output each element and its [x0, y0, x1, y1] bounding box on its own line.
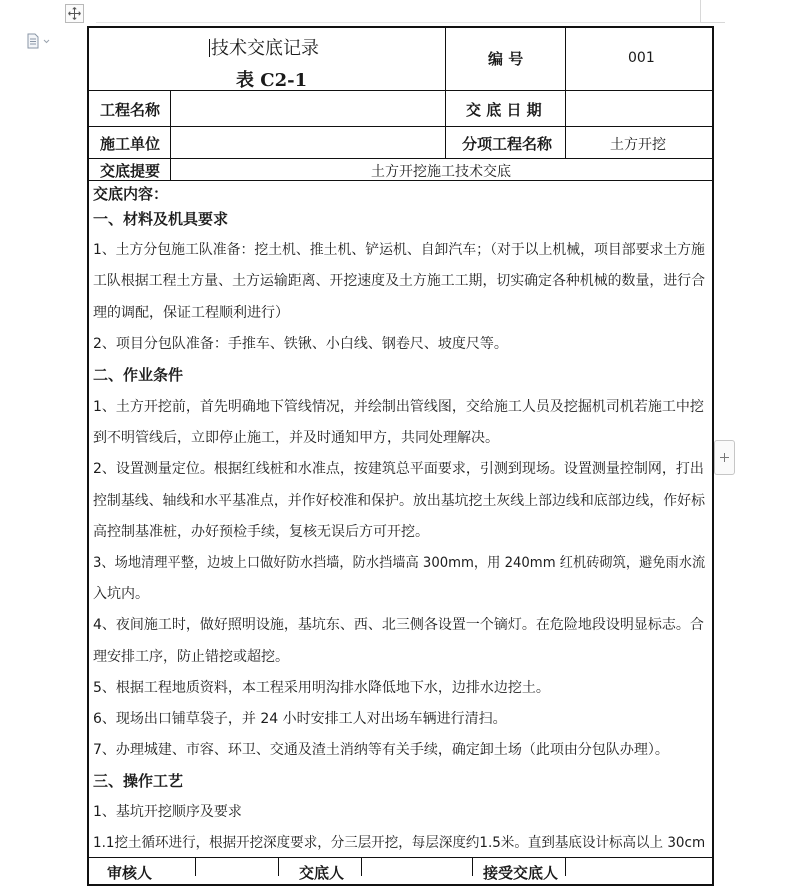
- table-rule: [88, 126, 713, 127]
- content-line[interactable]: 1、基坑开挖顺序及要求: [93, 804, 242, 820]
- form-code: 表 C2-1: [236, 70, 308, 91]
- discloser-label: 交底人: [299, 864, 345, 882]
- move-icon: [68, 7, 81, 20]
- content-line[interactable]: 高控制基准桩，办好预检手续，复核无误后方可开挖。: [93, 524, 429, 540]
- content-line[interactable]: 理安排工序，防止错挖或超挖。: [93, 649, 289, 665]
- table-rule: [88, 857, 713, 858]
- section-heading[interactable]: 一、材料及机具要求: [93, 210, 229, 228]
- table-move-handle[interactable]: [65, 4, 84, 23]
- content-line[interactable]: 6、现场出口铺草袋子，并 24 小时安排工人对出场车辆进行清扫。: [93, 711, 507, 727]
- content-line[interactable]: 2、设置测量定位。根据红线桩和水准点，按建筑总平面要求，引测到现场。设置测量控制网，打出: [93, 461, 704, 477]
- content-line[interactable]: 1、土方开挖前，首先明确地下管线情况，并绘制出管线图，交给施工人员及挖掘机司机若施工中挖: [93, 399, 704, 415]
- content-line[interactable]: 2、项目分包队准备：手推车、铁锹、小白线、钢卷尺、坡度尺等。: [93, 336, 508, 352]
- table-rule: [361, 857, 362, 876]
- plus-icon: [720, 453, 729, 462]
- text-cursor: [209, 39, 210, 57]
- table-rule: [278, 857, 279, 876]
- disclosure-date-label: 交 底 日 期: [466, 101, 542, 119]
- number-value[interactable]: 001: [628, 50, 655, 66]
- section-heading[interactable]: 二、作业条件: [93, 366, 184, 384]
- contractor-label: 施工单位: [100, 135, 161, 153]
- page-margin-guide-corner: [700, 22, 725, 23]
- table-rule: [170, 90, 171, 180]
- table-rule: [88, 90, 713, 91]
- content-line[interactable]: 5、根据工程地质资料，本工程采用明沟排水降低地下水，边排水边挖土。: [93, 680, 550, 696]
- section-heading[interactable]: 三、操作工艺: [93, 772, 184, 790]
- page-margin-guide-vertical: [700, 0, 701, 22]
- project-name-label: 工程名称: [100, 101, 161, 119]
- document-title[interactable]: 技术交底记录: [211, 38, 319, 59]
- content-line[interactable]: 到不明管线后，立即停止施工，并及时通知甲方，共同处理解决。: [93, 430, 499, 446]
- summary-value[interactable]: 土方开挖施工技术交底: [371, 164, 511, 180]
- content-line[interactable]: 入坑内。: [93, 586, 149, 602]
- page-margin-guide: [96, 22, 700, 23]
- content-line[interactable]: 3、场地清理平整，边坡上口做好防水挡墙，防水挡墙高 300mm，用 240mm 红机砖砌筑，避免雨水流: [93, 555, 706, 571]
- table-rule: [88, 158, 713, 159]
- table-rule: [565, 857, 566, 876]
- content-line[interactable]: 1、土方分包施工队准备：挖土机、推土机、铲运机、自卸汽车；（对于以上机械，项目部要求土方施: [93, 242, 705, 258]
- document-icon[interactable]: [27, 33, 55, 49]
- reviewer-label: 审核人: [107, 864, 153, 882]
- content-line[interactable]: 4、夜间施工时，做好照明设施，基坑东、西、北三侧各设置一个镝灯。在危险地段设明显标志。合: [93, 617, 704, 633]
- table-rule: [195, 857, 196, 876]
- content-line[interactable]: 1.1挖土循环进行，根据开挖深度要求，分三层开挖，每层深度约1.5米。直到基底设计标高以上 30cm: [93, 835, 706, 851]
- subproject-value[interactable]: 土方开挖: [610, 137, 666, 153]
- content-line[interactable]: 7、办理城建、市容、环卫、交通及渣土消纳等有关手续，确定卸土场（此项由分包队办理）。: [93, 742, 669, 758]
- content-line[interactable]: 控制基线、轴线和水平基准点，并作好校准和保护。放出基坑挖土灰线上部边线和底部边线，作好标: [93, 493, 705, 509]
- table-rule: [565, 27, 566, 158]
- subproject-label: 分项工程名称: [462, 135, 553, 153]
- table-rule: [445, 27, 446, 158]
- table-rule: [472, 857, 473, 876]
- content-line[interactable]: 工队根据工程土方量、土方运输距离、开挖速度及土方施工工期，切实确定各种机械的数量，进行合: [93, 273, 705, 289]
- add-column-button[interactable]: [714, 440, 735, 475]
- receiver-label: 接受交底人: [483, 864, 559, 882]
- number-label: 编 号: [488, 50, 524, 68]
- summary-label: 交底提要: [100, 162, 161, 180]
- content-intro[interactable]: 交底内容：: [93, 185, 169, 203]
- content-line[interactable]: 理的调配，保证工程顺利进行）: [93, 305, 289, 321]
